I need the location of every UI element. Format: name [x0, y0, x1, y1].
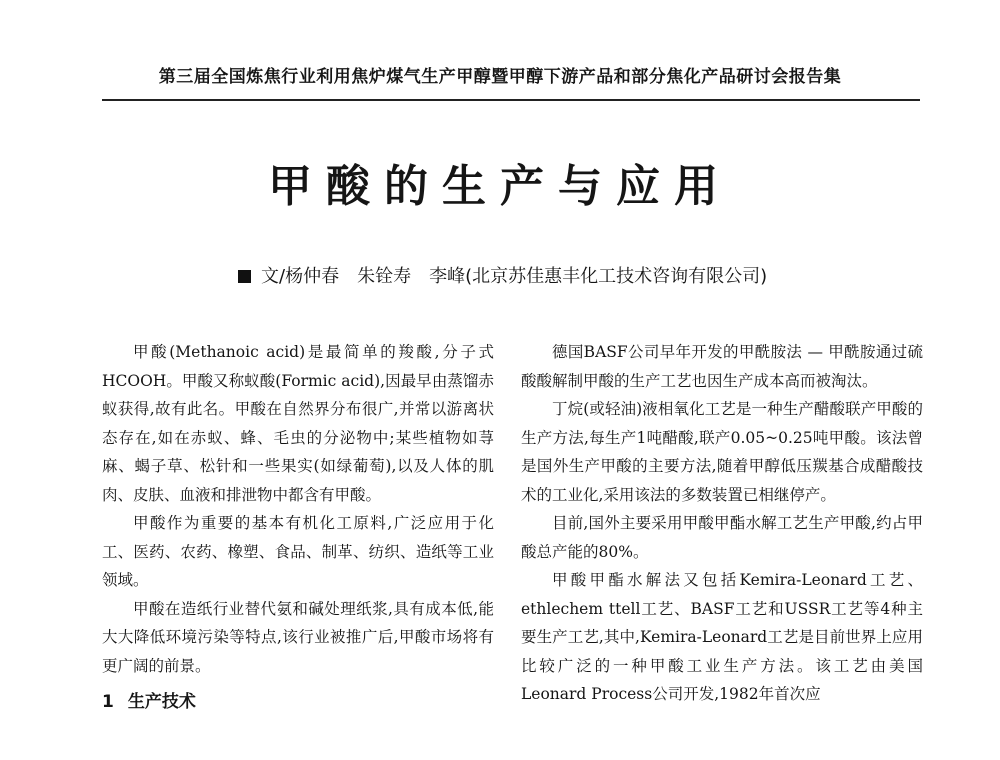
section-title: 生产技术: [127, 692, 196, 712]
right-column: [521, 338, 923, 709]
square-bullet-icon: [238, 270, 251, 283]
paragraph: 甲酸(Methanoic acid)是最简单的羧酸,分子式HCOOH。甲酸又称蚁酸(Formic acid),因最早由蒸馏赤蚁获得,故有此名。甲酸在自然界分布很广,并常以游离状态存在,如在赤蚁、蜂、毛虫的分泌物中;某些植物如荨麻、蝎子草、松针和一些果实(如绿葡萄),以及人体的肌肉、皮肤、血液和排泄物中都含有甲酸。: [102, 343, 494, 504]
paragraph: 德国BASF公司早年开发的甲酰胺法 — 甲酰胺通过硫酸酸解制甲酸的生产工艺也因生产成本高而被淘汰。: [521, 343, 923, 390]
left-column: [102, 338, 494, 717]
paragraph: 甲酸在造纸行业替代氨和碱处理纸浆,具有成本低,能大大降低环境污染等特点,该行业被推广后,甲酸市场将有更广阔的前景。: [102, 599, 494, 675]
running-header: 第三届全国炼焦行业利用焦炉煤气生产甲醇暨甲醇下游产品和部分焦化产品研讨会报告集: [158, 67, 842, 87]
paragraph: 目前,国外主要采用甲酸甲酯水解工艺生产甲酸,约占甲酸总产能的80%。: [521, 514, 923, 561]
header-rule: [102, 99, 920, 101]
paragraph: 丁烷(或轻油)液相氧化工艺是一种生产醋酸联产甲酸的生产方法,每生产1吨醋酸,联产0.05~0.25吨甲酸。该法曾是国外生产甲酸的主要方法,随着甲醇低压羰基合成醋酸技术的工业化,采用该法的多数装置已相继停产。: [521, 400, 923, 504]
byline: [238, 262, 767, 288]
section-number: 1: [102, 692, 114, 712]
section-heading: [102, 688, 494, 717]
paragraph: 甲酸作为重要的基本有机化工原料,广泛应用于化工、医药、农药、橡塑、食品、制革、纺织、造纸等工业领域。: [102, 514, 494, 589]
byline-text: 文/杨仲春 朱铨寿 李峰(北京苏佳惠丰化工技术咨询有限公司): [261, 266, 768, 287]
article-title: 甲酸的生产与应用: [268, 161, 732, 212]
paragraph: 甲酸甲酯水解法又包括Kemira-Leonard工艺、ethlechem ttell工艺、BASF工艺和USSR工艺等4种主要生产工艺,其中,Kemira-Leonard工艺是目前世界上应用比较广泛的一种甲酸工业生产方法。该工艺由美国Leonard Process公司开发,1982年首次应: [521, 571, 923, 703]
